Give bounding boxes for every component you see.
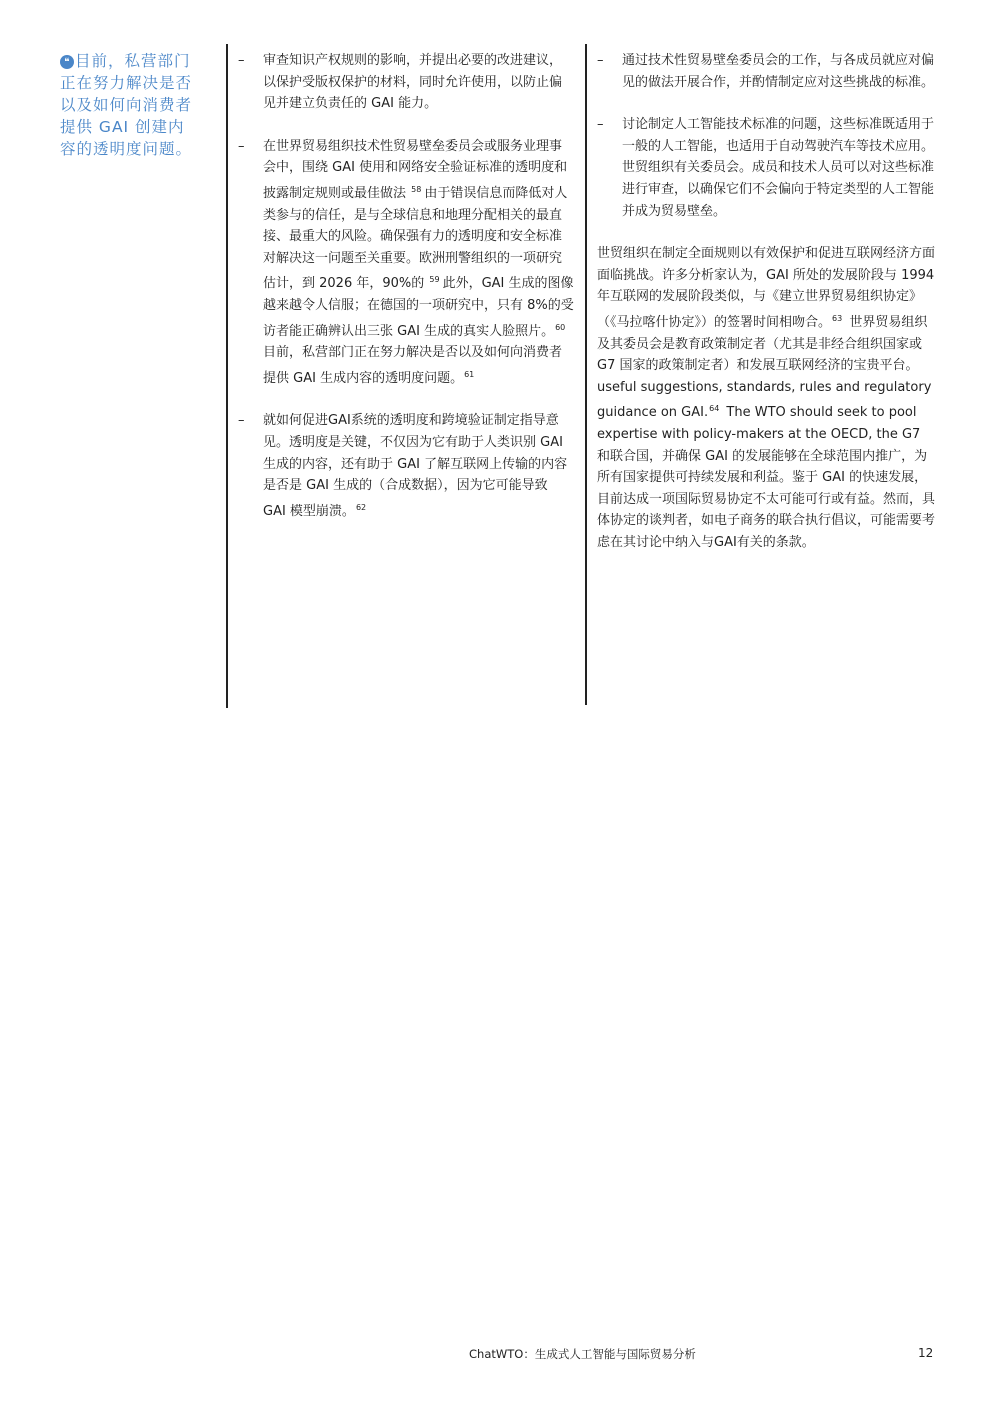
paragraph-text: useful suggestions, standards, rules and regulatory guidance on GAI. — [597, 379, 932, 421]
column-divider-left — [226, 44, 228, 708]
paragraph-text: 世贸组织在制定全面规则以有效保护和促进互联网经济方面面临挑战。许多分析家认为，GAI 所处的发展阶段与 1994 年互联网的发展阶段类似，与《建立世界贸易组织协定》（《马拉喀什协定》）的签署时间相吻合。 — [597, 246, 936, 330]
bullet-text: 通过技术性贸易壁垒委员会的工作，与各成员就应对偏见的做法开展合作，并酌情制定应对这些挑战的标准。 — [622, 53, 935, 90]
page-number: 12 — [918, 1346, 934, 1360]
pull-quote — [60, 50, 195, 160]
bullet-item — [597, 114, 937, 222]
bullet-text: 目前，私营部门正在努力解决是否以及如何向消费者提供 GAI 生成内容的透明度问题。 — [263, 345, 563, 386]
footnote-ref[interactable]: 58 — [411, 184, 422, 194]
column-left — [238, 50, 574, 543]
pull-quote-text: 目前，私营部门正在努力解决是否以及如何向消费者提供 GAI 创建内容的透明度问题。 — [60, 52, 193, 158]
bullet-item — [238, 410, 574, 522]
bullet-text: 在世界贸易组织技术性贸易壁垒委员会或服务业理事会中，围绕 GAI 使用和网络安全验证标准的透明度和披露制定规则或最佳做法 — [263, 138, 568, 201]
footnote-ref[interactable]: 59 — [429, 275, 440, 285]
bullet-dash: – — [238, 413, 245, 429]
bullet-text: 讨论制定人工智能技术标准的问题，这些标准既适用于一般的人工智能，也适用于自动驾驶汽车等技术应用。 — [622, 117, 935, 154]
bullet-dash: – — [597, 53, 604, 68]
column-right — [597, 50, 937, 553]
bullet-item — [238, 136, 574, 390]
footnote-ref[interactable]: 63 — [832, 313, 843, 323]
quote-icon: ❝ — [60, 55, 74, 69]
bullet-dash: – — [238, 53, 245, 68]
column-divider-right — [585, 44, 587, 705]
body-paragraph — [597, 243, 937, 553]
bullet-text: 此外，GAI 生成的图像越来越令人信服；在德国的一项研究中，只有 8%的受访者能正确辨认出三张 GAI 生成的真实人脸照片。 — [263, 276, 574, 339]
footnote-ref[interactable]: 61 — [464, 369, 475, 379]
footnote-ref[interactable]: 64 — [709, 404, 720, 414]
bullet-dash: – — [238, 138, 245, 154]
bullet-text: 世贸组织有关委员会。成员和技术人员可以对这些标准进行审查，以确保它们不会偏向于特定类型的人工智能并成为贸易壁垒。 — [622, 160, 935, 219]
footnote-ref[interactable]: 62 — [355, 502, 367, 512]
footer-title: ChatWTO：生成式人工智能与国际贸易分析 — [469, 1347, 696, 1361]
bullet-item — [238, 50, 574, 115]
bullet-dash: – — [597, 117, 604, 133]
footnote-ref[interactable]: 60 — [555, 322, 566, 332]
bullet-text: 就如何促进GAI系统的透明度和跨境验证制定指导意见。透明度是关键，不仅因为它有助于人类识别 GAI 生成的内容，还有助于 GAI 了解互联网上传输的内容是否是 GAI 生成的（合成数据），因为它可能导致 GAI 模型崩溃。 — [263, 413, 568, 519]
bullet-item — [597, 50, 937, 93]
bullet-text: 审查知识产权规则的影响，并提出必要的改进建议，以保护受版权保护的材料，同时允许使用，以防止偏见并建立负责任的 GAI 能力。 — [263, 53, 563, 112]
paragraph-text: 世界贸易组织及其委员会是教育政策制定者（尤其是非经合组织国家或 G7 国家的政策制定者）和发展互联网经济的宝贵平台。 — [597, 314, 928, 374]
paragraph-text: The WTO should seek to pool expertise with policy-makers at the OECD, the G7 和联合国，并确保 GAI 的发展能够在全球范围内推广，为所有国家提供可持续发展和利益。鉴于 GAI 的快速发展，目前达成一项国际贸易协定不太可能可行或有益。然而，具体协定的谈判者，如电子商务的联合执行倡议，可能需要考虑在其讨论中纳入与GAI有关的条款。 — [597, 405, 936, 550]
bullet-text: 由于错误信息而降低对人类参与的信任，是与全球信息和地理分配相关的最直接、最重大的风险。确保强有力的透明度和安全标准对解决这一问题至关重要。欧洲刑警组织的一项研究估计，到 2026 年，90%的 — [263, 185, 568, 292]
